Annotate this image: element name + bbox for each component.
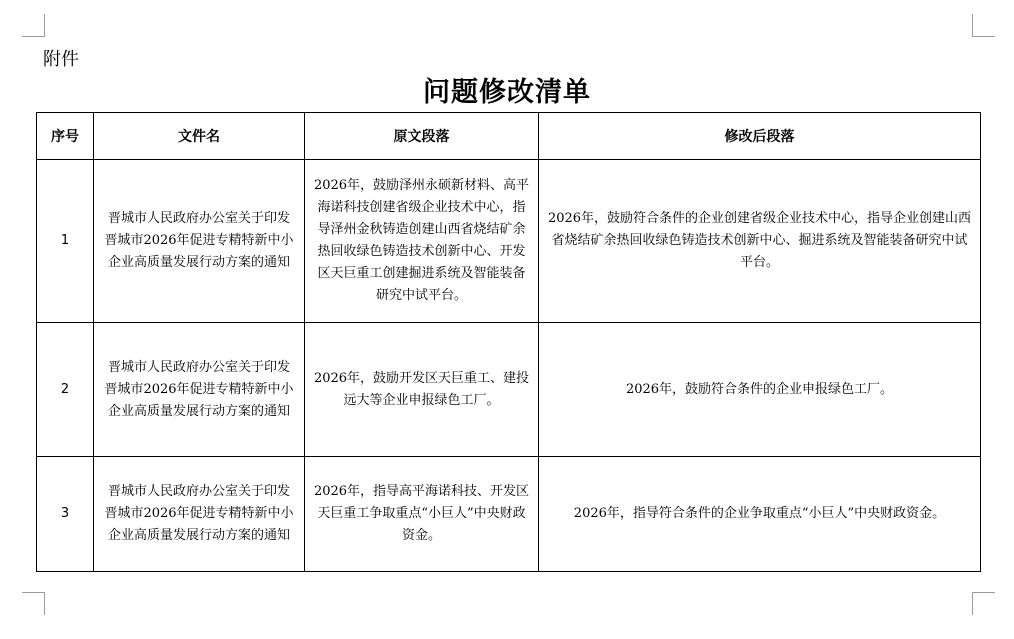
row-index: 3: [37, 457, 94, 572]
table-row: [37, 323, 981, 457]
row-revised-paragraph: 2026年，鼓励符合条件的企业创建省级企业技术中心，指导企业创建山西省烧结矿余热回收绿色铸造技术创新中心、掘进系统及智能装备研究中试平台。: [539, 160, 981, 323]
row-file-name: 晋城市人民政府办公室关于印发晋城市2026年促进专精特新中小企业高质量发展行动方案的通知: [94, 457, 305, 572]
row-original-paragraph: 2026年，指导高平海诺科技、开发区天巨重工争取重点“小巨人”中央财政资金。: [305, 457, 539, 572]
header-original-paragraph: 原文段落: [305, 113, 539, 160]
table-row: [37, 160, 981, 323]
header-file-name: 文件名: [94, 113, 305, 160]
page-corner-mark-top-left: [22, 14, 45, 37]
row-original-paragraph: 2026年，鼓励开发区天巨重工、建投远大等企业申报绿色工厂。: [305, 323, 539, 457]
page-corner-mark-top-right: [972, 14, 995, 37]
row-file-name: 晋城市人民政府办公室关于印发晋城市2026年促进专精特新中小企业高质量发展行动方案的通知: [94, 160, 305, 323]
table-row: [37, 457, 981, 572]
page-corner-mark-bottom-left: [22, 592, 45, 615]
row-revised-paragraph: 2026年，鼓励符合条件的企业申报绿色工厂。: [539, 323, 981, 457]
header-index: 序号: [37, 113, 94, 160]
row-index: 1: [37, 160, 94, 323]
row-revised-paragraph: 2026年，指导符合条件的企业争取重点“小巨人”中央财政资金。: [539, 457, 981, 572]
revision-table: [36, 112, 981, 572]
row-file-name: 晋城市人民政府办公室关于印发晋城市2026年促进专精特新中小企业高质量发展行动方案的通知: [94, 323, 305, 457]
table-header-row: [37, 113, 981, 160]
header-revised-paragraph: 修改后段落: [539, 113, 981, 160]
row-index: 2: [37, 323, 94, 457]
attachment-label: 附件: [43, 49, 79, 70]
document-title: 问题修改清单: [423, 77, 591, 108]
row-original-paragraph: 2026年，鼓励泽州永硕新材料、高平海诺科技创建省级企业技术中心，指导泽州金秋铸造创建山西省烧结矿余热回收绿色铸造技术创新中心、开发区天巨重工创建掘进系统及智能装备研究中试平台。: [305, 160, 539, 323]
page-corner-mark-bottom-right: [972, 592, 995, 615]
